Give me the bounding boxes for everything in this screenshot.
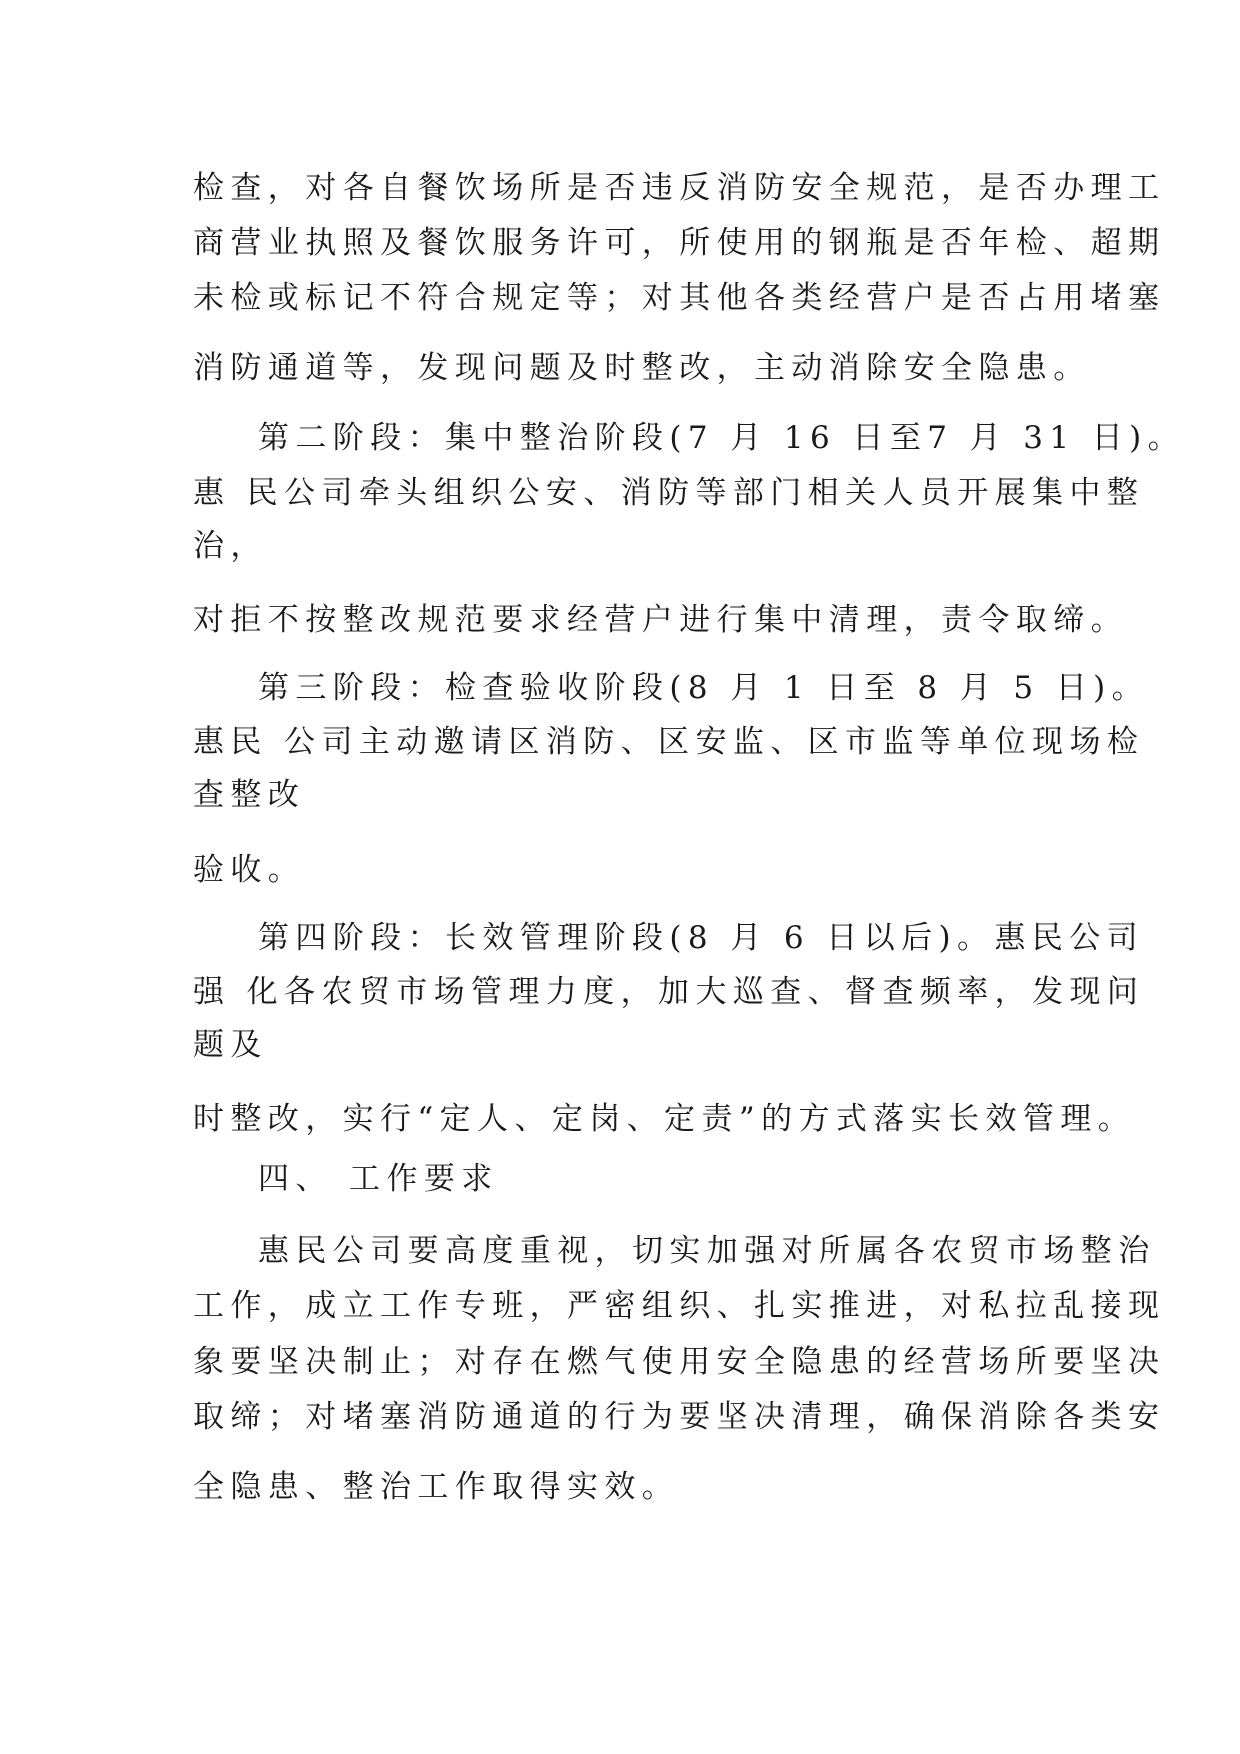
section-heading-requirements: 四、 工作要求 — [258, 1161, 499, 1197]
stage-four-heading: 第四阶段：长效管理阶段(8 月 6 日以后)。惠民公司 — [258, 920, 1144, 956]
body-line-20: 象要坚决制止；对存在燃气使用安全隐患的经营场所要坚决 — [193, 1344, 1166, 1380]
body-line-8: 对拒不按整改规范要求经营户进行集中清理，责令取缔。 — [193, 602, 1128, 638]
body-line-11: 查整改 — [193, 777, 306, 813]
body-line-21: 取缔；对堵塞消防通道的行为要坚决清理，确保消除各类安 — [193, 1399, 1166, 1435]
body-line-15: 题及 — [193, 1027, 268, 1063]
body-line-6: 惠 民公司牵头组织公安、消防等部门相关人员开展集中整 — [193, 475, 1145, 511]
body-line-2: 商营业执照及餐饮服务许可，所使用的钢瓶是否年检、超期 — [193, 225, 1166, 261]
stage-three-heading: 第三阶段：检查验收阶段(8 月 1 日至 8 月 5 日)。 — [258, 670, 1150, 706]
body-line-22: 全隐患、整治工作取得实效。 — [193, 1469, 680, 1505]
body-line-19: 工作，成立工作专班，严密组织、扎实推进，对私拉乱接现 — [193, 1288, 1166, 1324]
body-line-1: 检查，对各自餐饮场所是否违反消防安全规范，是否办理工 — [193, 170, 1166, 206]
body-line-16: 时整改，实行“定人、定岗、定责”的方式落实长效管理。 — [193, 1101, 1136, 1137]
body-line-12: 验收。 — [193, 852, 306, 888]
body-line-7: 治， — [193, 528, 268, 564]
body-line-3: 未检或标记不符合规定等；对其他各类经营户是否占用堵塞 — [193, 280, 1166, 316]
body-line-10: 惠民 公司主动邀请区消防、区安监、区市监等单位现场检 — [193, 724, 1145, 760]
body-line-18: 惠民公司要高度重视，切实加强对所属各农贸市场整治 — [258, 1233, 1156, 1269]
stage-two-heading: 第二阶段：集中整治阶段(7 月 16 日至7 月 31 日)。 — [258, 420, 1186, 456]
body-line-4: 消防通道等，发现问题及时整改，主动消除安全隐患。 — [193, 350, 1091, 386]
body-line-14: 强 化各农贸市场管理力度，加大巡查、督查频率，发现问 — [193, 974, 1145, 1010]
